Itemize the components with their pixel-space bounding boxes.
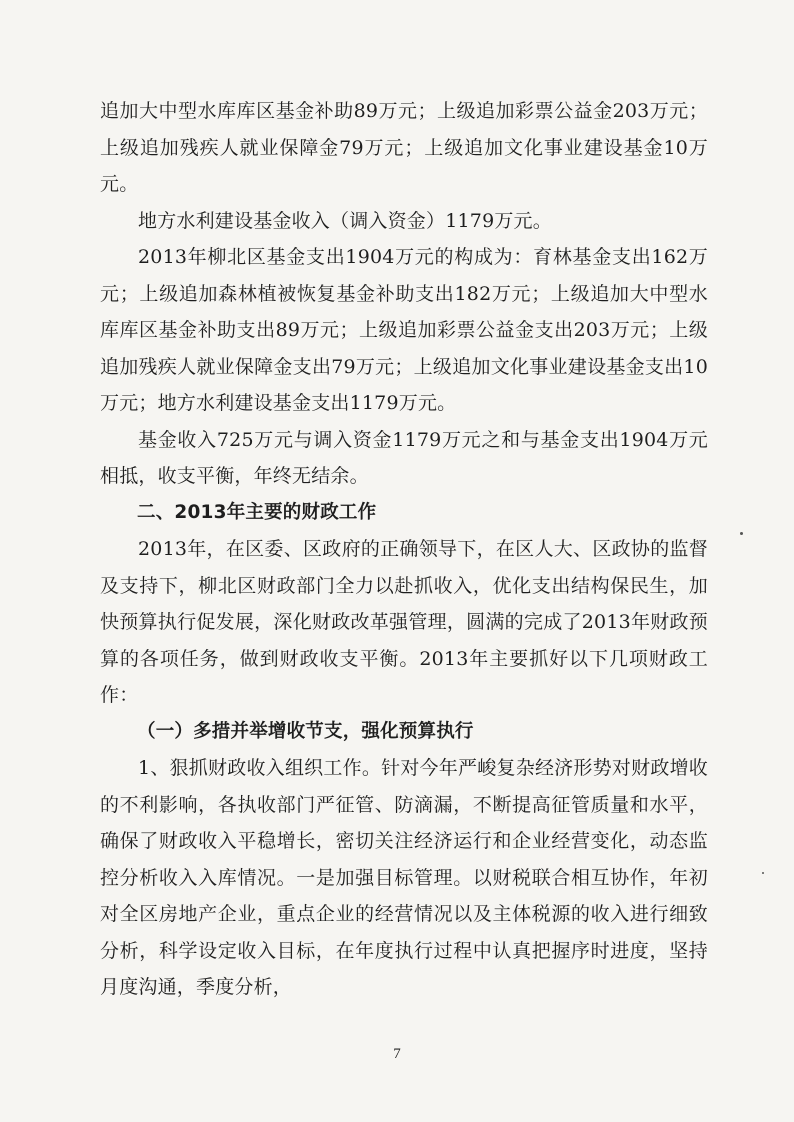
paragraph-revenue-organization: 1、狠抓财政收入组织工作。针对今年严峻复杂经济形势对财政增收的不利影响，各执收部门严征管、防滴漏，不断提高征管质量和水平，确保了财政收入平稳增长，密切关注经济运行和企业经营变化，动态监控分析收入入库情况。一是加强目标管理。以财税联合相互协作，年初对全区房地产企业，重点企业的经营情况以及主体税源的收入进行细致分析，科学设定收入目标，在年度执行过程中认真把握序时进度，坚持月度沟通，季度分析， [100, 757, 708, 998]
subsection-heading-increase-revenue: （一）多措并举增收节支，强化预算执行 [137, 720, 474, 742]
paragraph-fund-balance: 基金收入725万元与调入资金1179万元之和与基金支出1904万元相抵，收支平衡，年终无结余。 [100, 428, 708, 487]
scan-speck [762, 872, 764, 874]
document-body [100, 93, 708, 1006]
paragraph-fund-supplement-continued: 追加大中型水库库区基金补助89万元；上级追加彩票公益金203万元；上级追加残疾人就业保障金79万元；上级追加文化事业建设基金10万元。 [100, 100, 708, 195]
paragraph-water-conservancy-income: 地方水利建设基金收入（调入资金）1179万元。 [138, 209, 552, 232]
paragraph-fund-expenditure-composition: 2013年柳北区基金支出1904万元的构成为：育林基金支出162万元；上级追加森林植被恢复基金补助支出182万元；上级追加大中型水库库区基金补助支出89万元；上级追加彩票公益金支出203万元；上级追加残疾人就业保障金支出79万元；上级追加文化事业建设基金支出10万元；地方水利建设基金支出1179万元。 [100, 246, 708, 414]
section-heading-main-fiscal-work: 二、2013年主要的财政工作 [137, 501, 377, 523]
page-number: 7 [393, 1046, 401, 1062]
paragraph-fiscal-work-overview: 2013年，在区委、区政府的正确领导下，在区人大、区政协的监督及支持下，柳北区财政部门全力以赴抓收入，优化支出结构保民生，加快预算执行促发展，深化财政改革强管理，圆满的完成了2013年财政预算的各项任务，做到财政收支平衡。2013年主要抓好以下几项财政工作： [100, 538, 708, 706]
scan-speck [740, 532, 743, 535]
